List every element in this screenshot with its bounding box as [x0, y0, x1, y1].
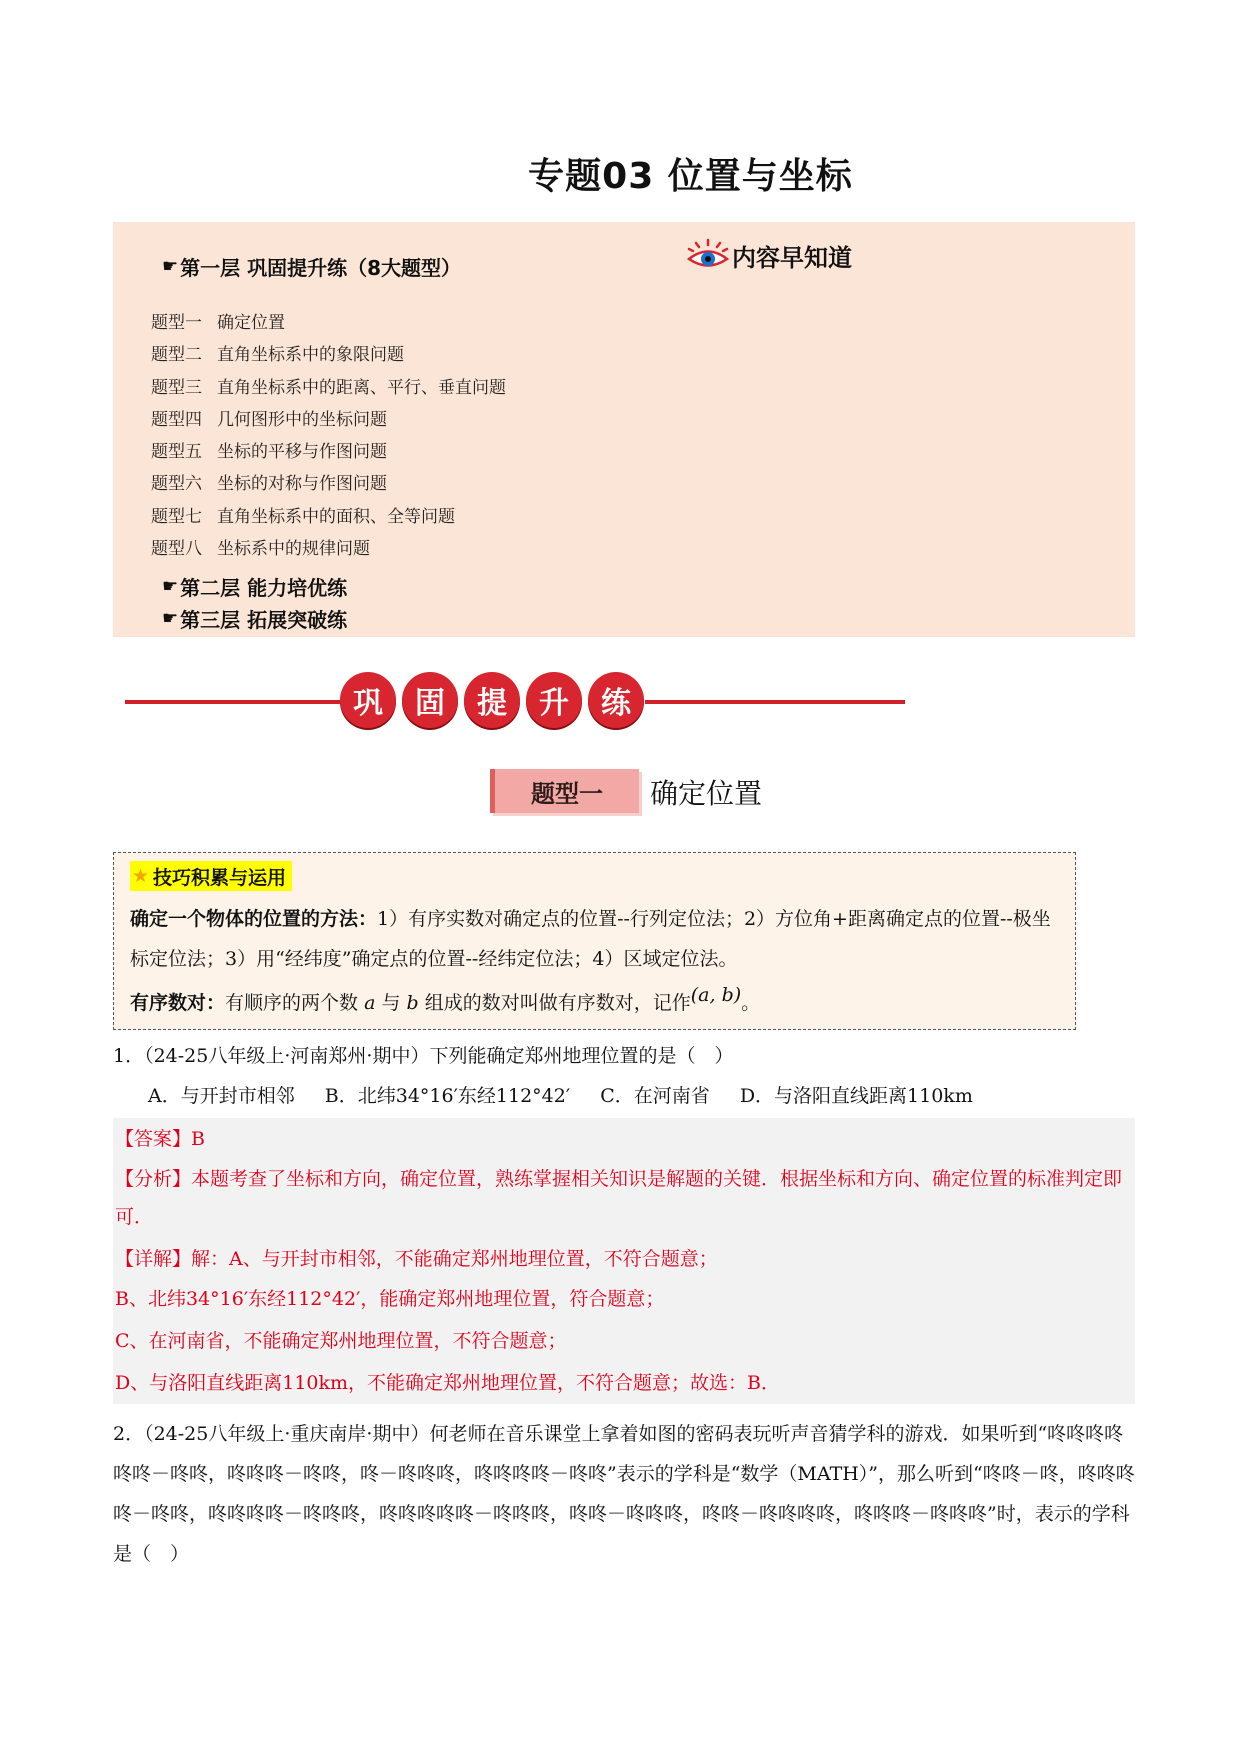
banner-line-right [645, 700, 905, 704]
layer-1 [162, 252, 461, 281]
banner-char: 固 [402, 672, 458, 728]
banner-char: 练 [588, 672, 644, 728]
section-title: 确定位置 [650, 777, 763, 810]
option-d: D．与洛阳直线距离110km [739, 1085, 973, 1107]
question-1-stem: 1．（24-25八年级上·河南郑州·期中）下列能确定郑州地理位置的是（ ） [113, 1045, 734, 1067]
overview-box [113, 222, 1135, 637]
question-1-options [148, 1076, 997, 1116]
list-item: 题型三 直角坐标系中的距离、平行、垂直问题 [151, 377, 506, 398]
banner-line-left [125, 700, 345, 704]
list-item: 题型六 坐标的对称与作图问题 [151, 474, 387, 495]
solution-line: 【详解】解：A、与开封市相邻，不能确定郑州地理位置，不符合题意； [115, 1248, 718, 1270]
layer-3-label: 第三层 拓展突破练 [180, 608, 348, 632]
answer-box [113, 1118, 1135, 1404]
layer-2-label: 第二层 能力培优练 [180, 576, 348, 600]
overview-heading [686, 232, 852, 278]
tip-heading [130, 861, 292, 891]
pointing-hand-icon: ☛ [162, 576, 179, 597]
answer-line: 【答案】B [115, 1128, 205, 1150]
solution-line: D、与洛阳直线距离110km，不能确定郑州地理位置，不符合题意；故选：B． [115, 1372, 780, 1394]
pointing-hand-icon: ☛ [162, 256, 179, 277]
tip-heading-text: 技巧积累与运用 [153, 866, 287, 889]
eye-icon [686, 238, 730, 272]
tip-paragraph-2: 有序数对：有顺序的两个数 a 与 b 组成的数对叫做有序数对，记作(a, b)。 [130, 984, 761, 1014]
analysis-line: 【分析】本题考查了坐标和方向，确定位置，熟练掌握相关知识是解题的关键．根据坐标和方向、确定位置的标准判定即可． [115, 1168, 1123, 1228]
layer-3 [162, 604, 347, 633]
tip-paragraph-1: 确定一个物体的位置的方法：1）有序实数对确定点的位置--行列定位法；2）方位角+距离确定点的位置--极坐标定位法；3）用“经纬度”确定点的位置--经纬定位法；4）区域定位法。 [130, 908, 1051, 970]
solution-line: B、北纬34°16′东经112°42′，能确定郑州地理位置，符合题意； [115, 1288, 665, 1310]
list-item: 题型四 几何图形中的坐标问题 [151, 409, 387, 430]
star-icon: ★ [132, 865, 150, 887]
question-2: 2．（24-25八年级上·重庆南岸·期中）何老师在音乐课堂上拿着如图的密码表玩听声音猜学科的游戏．如果听到“咚咚咚咚咚咚－咚咚，咚咚咚－咚咚，咚－咚咚咚，咚咚咚咚－咚咚”表示的学科是“数学（MATH）”，那么听到“咚咚－咚，咚咚咚咚－咚咚，咚咚咚咚－咚咚咚，咚咚咚咚咚－咚咚咚，咚咚－咚咚咚，咚咚－咚咚咚咚，咚咚咚－咚咚咚”时，表示的学科是（ ） [113, 1423, 1135, 1565]
list-item: 题型七 直角坐标系中的面积、全等问题 [151, 506, 455, 527]
banner-char: 提 [464, 672, 520, 728]
section-tag: 题型一 [490, 769, 639, 813]
option-b: B．北纬34°16′东经112°42′ [324, 1085, 571, 1107]
list-item: 题型五 坐标的平移与作图问题 [151, 442, 387, 463]
pointing-hand-icon: ☛ [162, 608, 179, 629]
overview-heading-text: 内容早知道 [732, 243, 852, 272]
list-item: 题型一 确定位置 [151, 313, 285, 333]
layer-2 [162, 572, 347, 601]
solution-line: C、在河南省，不能确定郑州地理位置，不符合题意； [115, 1330, 567, 1352]
list-item: 题型八 坐标系中的规律问题 [151, 539, 370, 560]
type-list [151, 307, 506, 565]
layer-1-label: 第一层 巩固提升练（8大题型） [180, 256, 462, 280]
banner-char: 巩 [340, 672, 396, 728]
option-c: C．在河南省 [600, 1085, 710, 1107]
page-title: 专题03 位置与坐标 [528, 156, 853, 197]
option-a: A．与开封市相邻 [148, 1085, 295, 1107]
tip-box [113, 852, 1076, 1030]
list-item: 题型二 直角坐标系中的象限问题 [151, 345, 404, 366]
banner-char: 升 [526, 672, 582, 728]
section-banner [125, 672, 905, 732]
